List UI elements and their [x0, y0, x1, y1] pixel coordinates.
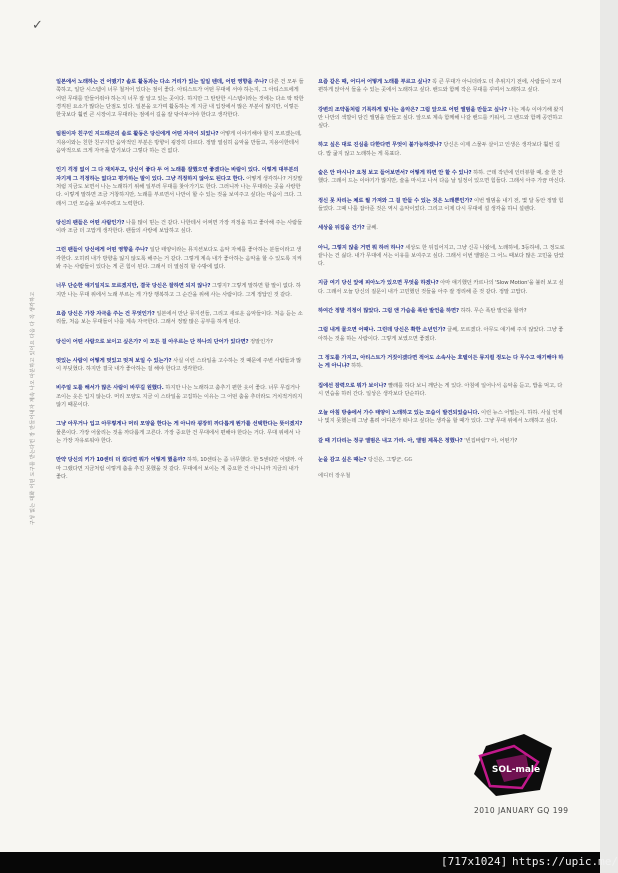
interview-question: 멋있는 사람이 어떻게 멋있고 멋져 보일 수 있는가? — [56, 357, 172, 364]
interview-question: 술은 안 마시나? 요청 보고 들어보면서? 어떻게 하면 안 할 수 있나? — [318, 170, 472, 177]
interview-question: 팀원이자 친구인 지드래곤의 솔로 활동은 당신에게 어떤 자극이 되었나? — [56, 131, 219, 138]
interview-question: 인기 걱정 없이 그 다 재치두고, 당신이 좋다 두 어 노래를 잘했으면 좋겠다는 바람이 있다. 이렇게 대부분의 자기계 그 걱정하는 없다고 평가하는 말이 있다. 그냥 걱정하지 않아도 된다고 한다. — [56, 167, 299, 182]
interview-answer: 어떻게 생각하나? 거짓말처럼 지금도 보면서 나는 노래하기 위해 일부러 무대를 찾아가기도 한다. 그러니까 나는 무대라는 곳을 사랑한다. 이렇게 말하면 조금 거창하지만, 노래를 부르면서 나만이 할 수 있는 것을 보여주고 싶다는 마음이 크다. 그래서 그런 모습을 보여주려고 노력한다. — [56, 175, 303, 207]
interview-paragraph — [318, 78, 566, 95]
left-text-column — [56, 78, 304, 492]
interview-answer: 꼭 큰 무대가 아니더라도 더 추위지기 전에, 사람들이 모여 편하게 앉아서 들을 수 있는 곳에서 노래하고 싶다. 밴드와 함께 작은 무대를 꾸며서 노래하고 싶다. — [318, 79, 562, 94]
interview-question: 만약 당신의 키가 10센티 더 컸다면 뭐가 어떻게 했을까? — [56, 457, 186, 464]
interview-answer: 물론이다. 가장 어울리는 것을 까다롭게 고른다. 가장 중요한 건 무대에서 편해야 한다는 거다. 무대 위에서 나는 가장 자유로워야 한다. — [56, 429, 301, 444]
interview-question: 너무 단순한 얘기일지도 모르겠지만, 결국 당신은 잘하면 되지 않나? — [56, 283, 211, 290]
interview-answer: 하하. 무슨 폭탄 발언을 할까? — [460, 308, 527, 315]
interview-question: 눈을 감고 싶은 때는? — [318, 457, 367, 464]
interview-answer: 일본에서 만난 뮤지션들, 그리고 새로운 음악들이다. 처음 듣는 소리들, 처음 보는 무대들이 나를 계속 자극한다. 그래서 정말 많은 공부를 하게 된다. — [56, 310, 303, 326]
interview-paragraph — [318, 456, 566, 464]
interview-answer: 이런 뉴스 어떨는지. 하하. 사실 언제나 빛지 못했는데 그냥 흘려 어디론가 떠나고 싶다는 생각을 할 때가 있다. 그냥 무대 위에서 노래하고 싶다. — [318, 410, 563, 425]
interview-answer: 하지만 나는 노래하고 춤추기 편한 옷이 좋다. 너무 무겁거나 조이는 옷은 입지 않는다. 머리 모양도 지금 이 스타일을 고집하는 이유는 그 어떤 춤을 추더라도 거치적거리지 않기 때문이다. — [56, 385, 303, 409]
interview-paragraph — [318, 106, 566, 131]
interview-paragraph — [56, 78, 304, 119]
interview-question: 그럼 내게 물으면 어때나. 그런데 당신은 확한 소년인가? — [318, 327, 446, 334]
interview-answer: 나는 계속 이야기해 왔지만 나만의 색깔이 담긴 앨범을 만들고 싶다. 앞으로 계속 함께해 나갈 밴드를 키워서, 그 밴드와 함께 공연하고 싶다. — [318, 106, 564, 130]
interview-paragraph — [318, 409, 566, 426]
interview-question: 갈 때 기다리는 정규 앨범은 내고 가라. 아, 앨범 제목은 정했나? — [318, 437, 463, 444]
interview-paragraph — [56, 338, 304, 346]
interview-answer: 정말인가? — [250, 338, 273, 345]
interview-question: 당신의 팬들은 어떤 사람인가? — [56, 219, 125, 226]
sol-male-logo — [466, 726, 556, 800]
interview-question: 그 정도를 가지고, 아티스트가 거짓이겠다면 적어도 소속사는 호텔이든 뮤지컬 정도는 다 무수고 얘기해야 하는 게 아니냐? — [318, 354, 564, 370]
interview-answer: 빨래를 하다 보니 깨닫는 게 있다. 아침에 일어나서 음악을 듣고, 밥을 먹고, 다시 연습을 하러 간다. 일상은 생각보다 단순하다. — [318, 382, 563, 397]
interview-paragraph — [318, 244, 566, 269]
interview-answer: 그렇지? 그렇게 말하면 할 말이 없다. 하지만 나는 무대 위에서 노래 부르는 게 가장 행복하고 그 순간을 위해 사는 사람이다. 그게 정답인 것 같다. — [56, 283, 301, 298]
interview-question: 요즘 당신은 가장 자극을 주는 건 무엇인가? — [56, 310, 155, 317]
interview-question: 오늘 아침 방송에서 가수 태양이 노래하고 있는 모습이 발견되었습니다. — [318, 410, 480, 417]
interview-paragraph — [318, 307, 566, 315]
interview-question: 지금 여기 당신 앞에 피아노가 있으면 무엇을 하겠나? — [318, 280, 439, 287]
image-host-bar — [0, 852, 618, 873]
interview-paragraph — [56, 357, 304, 374]
interview-answer: 하하. — [351, 363, 363, 370]
interview-paragraph — [56, 166, 304, 207]
interview-paragraph — [318, 354, 566, 371]
interview-answer: 이번 앨범을 내기 전, 몇 달 동안 정말 힘들었다. 그때 나를 잡아준 것은 역시 음악이었다. 그리고 이제 다시 무대에 설 생각을 하니 설렌다. — [318, 197, 564, 212]
image-dimensions: [717x1024] — [441, 855, 508, 868]
interview-paragraph — [318, 382, 566, 399]
interview-paragraph — [56, 310, 304, 327]
editor-credit: 에디터 장우철 — [318, 473, 351, 480]
interview-paragraph — [318, 224, 566, 232]
interview-answer: 어떻게 이야기해야 할지 모르겠는데, 지용이와는 친한 친구지만 음악적인 부분은 방향이 굉장히 다르다. 정말 열심히 음악을 만들고, 지용이한테서 음악적으로 크게 자극을 받기보다 그렇다 하는 건 없다. — [56, 131, 302, 155]
interview-answer: 사실 이런 스타일을 고수하는 것 때문에 주변 사람들과 많이 부딪혔다. 하지만 결국 내가 좋아하는 걸 해야 한다고 생각한다. — [56, 357, 302, 373]
interview-question: 하여간 정말 걱정이 많았다. 그럼 앤 가슴을 폭탄 발언을 하면? — [318, 308, 459, 315]
interview-answer: '빈집바람'? 아, 어떤가? — [464, 437, 518, 444]
page-folio: 2010 JANUARY GQ 199 — [474, 806, 569, 815]
interview-paragraph — [56, 384, 304, 409]
interview-answer: 일단 태양이라는 뮤지션보다도 음악 자체를 좋아하는 분들이라고 생각한다. 오히려 내가 방향을 잃지 않도록 해주는 거 같다. 그렇게 계속 내가 좋아하는 음악을 할 수 있도록 지켜봐 주는 사람들이 있다는 게 큰 힘이 된다. 그래서 더 열심히 할 수밖에 없다. — [56, 247, 302, 271]
interview-question: 일본에서 노래하는 건 어땠기? 솔로 활동과는 다소 거리가 있는 일일 텐데, 어떤 영향을 주나? — [56, 79, 268, 85]
interview-question: 비주얼 도를 해서가 많은 사람이 바꾸길 원했다. — [56, 385, 164, 392]
interview-answer: 세상도 한 뒤집어지고, 그냥 신곡 나왔네, 노래하네, 3등하네, 그 정도로 끝나는 건 싫다. 내가 무대에 서는 이유를 보여주고 싶다. 그래서 이번 앨범은 그 어느 때보다 많은 고민을 담았다. — [318, 244, 565, 268]
side-margin-text: 구성 없는 대화 어떤 도구를 받는다면 장 만들어내자 계속 나오 따분하고 있어요 다음 다 꼭 생각하고 — [30, 291, 36, 525]
interview-answer: 아마 얘기했던 카르나의 'Slow Motion'을 불러 보고 싶다. 그래서 오늘 당신의 질문이 내가 고민했던 것들을 아주 잘 정리해 준 것 같다. 정말 고맙다. — [318, 280, 564, 295]
right-text-column — [318, 78, 566, 479]
interview-paragraph — [318, 326, 566, 343]
interview-answer: 다른 건 모두 들쭉하고, 일단 시스템이 너무 철저어 있다는 점이 좋다. 아티스트가 어떤 무대에 서야 하는지, 그 아티스트에게 어떤 무대를 만들어줘야 하는지 너무 잘 알고 있는 곳이다. 하지만 그 탄탄한 시스템이라는 것에는 다소 딱 딱한 경직된 요소가 많다는 단점도 있다. 일본을 오가며 활동하는 게 지금 내 입장에서 많은 부분이 많지만, 이렇든 한국보다 훨씬 큰 시장이고 무대라는 점에서 길을 잘 닦아두어야 한다고 생각한다. — [56, 79, 304, 119]
interview-paragraph — [56, 130, 304, 155]
interview-answer: 나를 많이 믿는 건 같다. 나한테서 어쩌면 가장 걱정을 하고 좋아해 주는 사람들이라 조금 더 고맙게 생각한다. 팬들의 사랑에 보답하고 싶다. — [56, 219, 303, 235]
interview-question: 아니, 그렇지 않을 거면 뭐 하러 하나? — [318, 244, 404, 251]
interview-answer: 하하, 10센티는 좀 너무했다. 한 5센티만 어땠까. 아마 그랬다면 지금처럼 이렇게 춤을 추진 못했을 것 같다. 무대에서 보이는 게 중요한 건 아니니까 지금의 내가 좋다. — [56, 457, 303, 480]
interview-question: 하고 싶은 대로 진심을 다한다면 무엇이 불가능하겠나? — [318, 142, 442, 149]
interview-question: 당신이 어떤 사람으로 보이고 싶은가? 이 모든 걸 아우르는 단 하나의 단어가 있다면? — [56, 338, 249, 345]
interview-question: 세상을 뒤집을 건가? — [318, 225, 365, 232]
interview-question: 강변의 조약돌처럼 기특하게 빛나는 음악은? 그럼 앞으로 어떤 앨범을 만들고 싶나? — [318, 106, 507, 113]
interview-paragraph — [56, 420, 304, 445]
interview-paragraph — [56, 219, 304, 236]
interview-paragraph — [318, 169, 566, 186]
crop-mark: ✓ — [32, 18, 43, 33]
host-url[interactable]: https://upic.me/ — [512, 855, 618, 868]
interview-answer: 글쎄. — [366, 225, 378, 232]
interview-question: 그런 팬들이 당신에게 어떤 영향을 주나? — [56, 247, 148, 254]
interview-answer: 당신은 이제 스물두 살이고 인생은 생각보다 훨씬 길다. 밥 굶지 않고 노래하는 게 목표다. — [318, 142, 560, 157]
interview-paragraph — [318, 437, 566, 445]
interview-paragraph — [318, 141, 566, 158]
interview-question: 그냥 아무거나 입고 아무렇게나 머리 모양을 한다는 게 아니라 굉장히 까다롭게 뭔가를 선택한다는 뜻이겠지? — [56, 421, 303, 428]
interview-answer: 당신은, 그렇군. 𝔾𝔾 — [367, 457, 413, 464]
interview-question: 집에선 잠력으로 뭐가 보이나? — [318, 382, 387, 389]
interview-question: 정신 못 차리는 체로 뭘 가져와 그 걸 만들 수 있는 것은 노래뿐인가? — [318, 197, 473, 204]
interview-answer: 글쎄, 모르겠다. 아무도 얘기해 주지 않았다. 그냥 좋아하는 것을 하는 사람이다. 그렇게 보였으면 좋겠다. — [318, 327, 564, 342]
interview-paragraph — [318, 279, 566, 296]
interview-paragraph — [318, 197, 566, 214]
interview-question: 요즘 같은 때, 어디서 어떻게 노래를 부르고 싶나? — [318, 79, 431, 85]
interview-paragraph — [56, 456, 304, 481]
logo-text: SOL-male — [491, 765, 541, 775]
interview-paragraph — [56, 282, 304, 299]
interview-paragraph — [56, 246, 304, 271]
interview-answer: 하하. 근데 작년에 인터뷰할 때, 술 한 잔 했다. 그래서 드는 이야기가 많지만, 술을 마시고 나서 다음 날 일정이 있으면 힘들다. 그래서 아주 가끔 마신다. — [318, 170, 566, 185]
